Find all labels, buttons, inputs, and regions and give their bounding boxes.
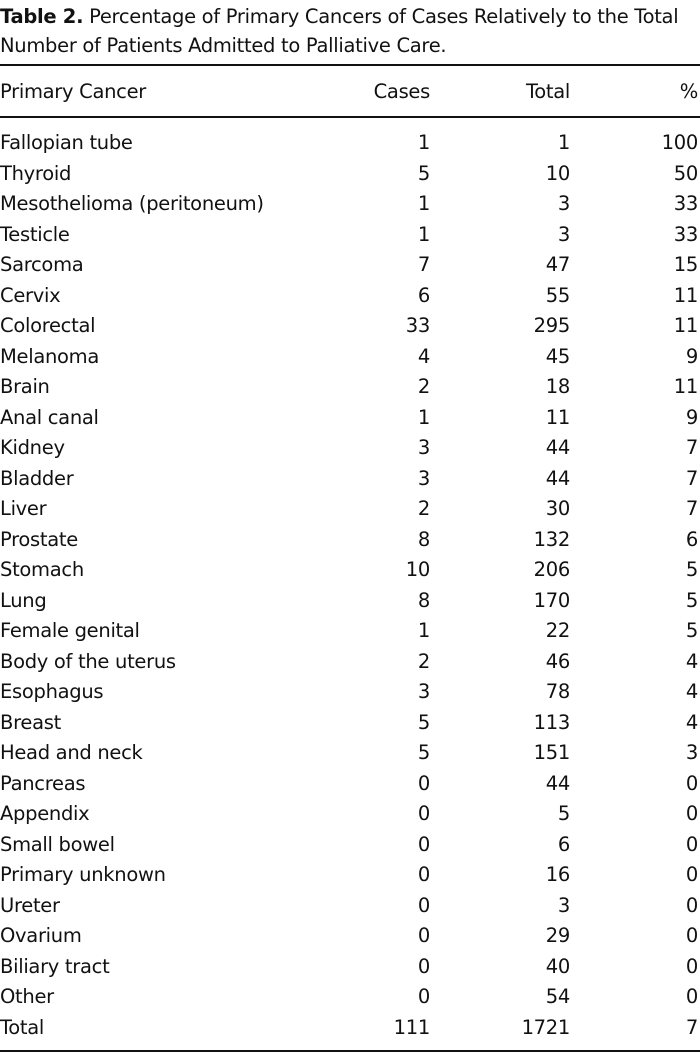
caption-text: Percentage of Primary Cancers of Cases Relatively to the Total Number of Patients Admitted to Palliative Care.: [0, 5, 679, 57]
cell-cases: 1: [417, 131, 430, 154]
header-total: Total: [525, 80, 570, 103]
cell-primary-cancer: Mesothelioma (peritoneum): [0, 192, 264, 215]
cell-percent: 33: [673, 192, 698, 215]
cell-total: 132: [533, 527, 570, 551]
cell-total: 46: [545, 649, 570, 673]
cell-total: 29: [545, 924, 570, 947]
table-row: [0, 555, 700, 585]
cell-cases: 0: [417, 863, 430, 886]
cell-primary-cancer: Testicle: [0, 222, 70, 246]
cell-primary-cancer: Melanoma: [0, 344, 100, 368]
cell-total: 47: [545, 253, 570, 276]
table-row: [0, 250, 700, 280]
cell-primary-cancer: Brain: [0, 375, 50, 398]
cell-percent: 5: [685, 619, 698, 642]
table-row: [0, 952, 700, 982]
cell-percent: 9: [685, 405, 698, 429]
cell-primary-cancer: Stomach: [0, 558, 84, 581]
top-rule: [0, 64, 700, 66]
cell-total: 10: [545, 161, 570, 185]
cell-total: 113: [533, 710, 570, 734]
cell-cases: 0: [417, 893, 430, 917]
header-cases: Cases: [373, 80, 430, 103]
cell-total: 44: [545, 436, 570, 459]
cell-total: 6: [557, 832, 570, 856]
table-row: [0, 799, 700, 829]
cell-primary-cancer: Total: [0, 1015, 45, 1039]
cell-total: 16: [545, 863, 570, 886]
cell-total: 30: [545, 497, 570, 520]
table-row: [0, 494, 700, 524]
cell-cases: 0: [417, 985, 430, 1008]
cell-cases: 8: [417, 588, 430, 612]
cell-percent: 4: [685, 710, 698, 734]
cell-total: 18: [545, 375, 570, 398]
cell-primary-cancer: Fallopian tube: [0, 131, 133, 154]
cell-percent: 7: [685, 497, 698, 520]
table-row: [0, 738, 700, 768]
header-percent: %: [679, 80, 698, 103]
table-row: [0, 982, 700, 1012]
cell-total: 3: [557, 192, 570, 215]
cell-primary-cancer: Body of the uterus: [0, 649, 176, 673]
table-row: [0, 128, 700, 158]
cell-total: 3: [557, 222, 570, 246]
cell-cases: 3: [417, 436, 430, 459]
cell-percent: 9: [685, 344, 698, 368]
cell-cases: 33: [405, 314, 430, 337]
cell-cases: 0: [417, 832, 430, 856]
table-row: [0, 647, 700, 677]
cell-total: 1: [557, 131, 570, 154]
cell-percent: 7: [685, 466, 698, 490]
cell-percent: 4: [685, 680, 698, 703]
cell-percent: 4: [685, 649, 698, 673]
cell-cases: 5: [417, 710, 430, 734]
table-row: [0, 677, 700, 707]
table-row: [0, 372, 700, 402]
cell-primary-cancer: Lung: [0, 588, 47, 612]
cell-primary-cancer: Head and neck: [0, 741, 143, 764]
table-label: Table 2.: [0, 5, 84, 28]
header-primary-cancer: Primary Cancer: [0, 80, 147, 103]
table-row: [0, 220, 700, 250]
cell-total: 3: [557, 893, 570, 917]
table-caption: [0, 2, 700, 60]
cell-primary-cancer: Kidney: [0, 436, 65, 459]
cell-primary-cancer: Bladder: [0, 466, 74, 490]
cell-primary-cancer: Anal canal: [0, 405, 99, 429]
cell-cases: 8: [417, 527, 430, 551]
cell-cases: 1: [417, 222, 430, 246]
table-row: [0, 921, 700, 951]
cell-cases: 0: [417, 924, 430, 947]
cell-cases: 0: [417, 954, 430, 978]
cell-total: 170: [533, 588, 570, 612]
cell-percent: 100: [661, 131, 698, 154]
cell-primary-cancer: Breast: [0, 710, 61, 734]
cell-percent: 5: [685, 558, 698, 581]
cell-percent: 3: [685, 741, 698, 764]
cell-percent: 11: [673, 283, 698, 307]
cell-percent: 33: [673, 222, 698, 246]
cell-total: 22: [545, 619, 570, 642]
header-rule: [0, 116, 700, 118]
cell-total: 55: [545, 283, 570, 307]
cell-cases: 5: [417, 161, 430, 185]
cell-cases: 3: [417, 680, 430, 703]
cell-percent: 7: [685, 1015, 698, 1039]
cell-total: 45: [545, 344, 570, 368]
table-row: [0, 586, 700, 616]
bottom-rule: [0, 1050, 700, 1052]
cell-total: 78: [545, 680, 570, 703]
cell-total: 44: [545, 466, 570, 490]
cell-total: 11: [545, 405, 570, 429]
cell-primary-cancer: Ovarium: [0, 924, 82, 947]
cell-primary-cancer: Thyroid: [0, 161, 72, 185]
table-row: [0, 708, 700, 738]
cell-primary-cancer: Primary unknown: [0, 863, 166, 886]
table-row: [0, 464, 700, 494]
table-row: [0, 281, 700, 311]
cell-percent: 15: [673, 253, 698, 276]
cell-percent: 0: [685, 832, 698, 856]
cell-total: 40: [545, 954, 570, 978]
table-row: [0, 433, 700, 463]
table-row: [0, 403, 700, 433]
table-row: [0, 616, 700, 646]
cell-primary-cancer: Liver: [0, 497, 47, 520]
cell-primary-cancer: Esophagus: [0, 680, 104, 703]
cell-percent: 5: [685, 588, 698, 612]
cell-cases: 5: [417, 741, 430, 764]
cell-percent: 0: [685, 924, 698, 947]
cell-cases: 2: [417, 375, 430, 398]
cell-percent: 7: [685, 436, 698, 459]
cell-cases: 3: [417, 466, 430, 490]
cell-total: 1721: [521, 1015, 570, 1039]
cell-total: 151: [533, 741, 570, 764]
cell-percent: 0: [685, 863, 698, 886]
cell-percent: 0: [685, 771, 698, 795]
table-row: [0, 189, 700, 219]
cell-percent: 0: [685, 893, 698, 917]
cell-primary-cancer: Sarcoma: [0, 253, 84, 276]
table-row: [0, 525, 700, 555]
cell-cases: 1: [417, 619, 430, 642]
cell-percent: 0: [685, 954, 698, 978]
cell-total: 54: [545, 985, 570, 1008]
cell-percent: 0: [685, 802, 698, 825]
cell-percent: 11: [673, 314, 698, 337]
cell-cases: 10: [405, 558, 430, 581]
table-row: [0, 860, 700, 890]
cell-cases: 0: [417, 802, 430, 825]
table-total-row: [0, 1013, 700, 1043]
table-header-row: [0, 77, 700, 107]
cell-primary-cancer: Biliary tract: [0, 954, 110, 978]
cell-cases: 1: [417, 405, 430, 429]
cell-primary-cancer: Appendix: [0, 802, 90, 825]
cell-cases: 7: [417, 253, 430, 276]
table-row: [0, 159, 700, 189]
cell-cases: 111: [393, 1015, 430, 1039]
cell-primary-cancer: Small bowel: [0, 832, 115, 856]
cell-cases: 2: [417, 497, 430, 520]
cell-cases: 0: [417, 771, 430, 795]
cell-cases: 4: [417, 344, 430, 368]
cell-total: 295: [533, 314, 570, 337]
cell-percent: 11: [673, 375, 698, 398]
cell-primary-cancer: Cervix: [0, 283, 61, 307]
cell-percent: 50: [673, 161, 698, 185]
table-row: [0, 769, 700, 799]
cell-total: 206: [533, 558, 570, 581]
cell-primary-cancer: Other: [0, 985, 54, 1008]
cell-primary-cancer: Ureter: [0, 893, 60, 917]
cell-percent: 6: [685, 527, 698, 551]
cell-primary-cancer: Colorectal: [0, 314, 96, 337]
cell-primary-cancer: Pancreas: [0, 771, 86, 795]
cell-total: 44: [545, 771, 570, 795]
table-row: [0, 342, 700, 372]
cell-cases: 2: [417, 649, 430, 673]
cell-cases: 1: [417, 192, 430, 215]
cell-percent: 0: [685, 985, 698, 1008]
cell-total: 5: [557, 802, 570, 825]
cell-primary-cancer: Female genital: [0, 619, 140, 642]
cell-primary-cancer: Prostate: [0, 527, 78, 551]
table-row: [0, 891, 700, 921]
table-row: [0, 830, 700, 860]
cell-cases: 6: [417, 283, 430, 307]
table-row: [0, 311, 700, 341]
